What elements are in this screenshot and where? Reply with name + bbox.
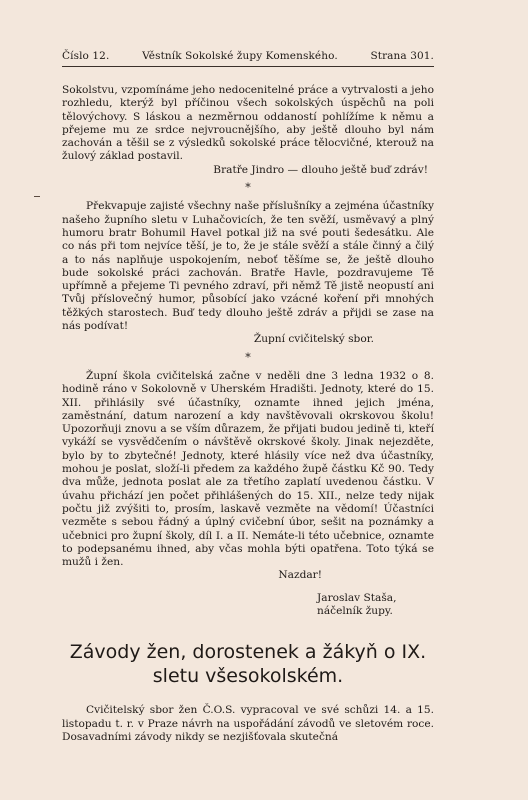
paragraph-article: Cvičitelský sbor žen Č.O.S. vypracoval ve své schůzi 14. a 15. listopadu t. r. v Praze návrh na uspořádání závodů ve sletovém roce. Dosavadními závody nikdy se nezjišťovala skutečná [62, 704, 434, 743]
article-heading: Závody žen, dorostenek a žákyň o IX. sletu všesokolském. [69, 641, 427, 688]
journal-title: Věstník Sokolské župy Komenského. [142, 50, 338, 62]
issue-number: Číslo 12. [62, 50, 110, 62]
closing-greeting: Nazdar! [278, 569, 322, 582]
signature-corps: Župní cvičitelský sbor. [253, 333, 374, 346]
signature-name: Jaroslav Staša, [317, 591, 397, 604]
paragraph-havel: Překvapuje zajisté všechny naše příslušníky a zejména účastníky našeho župního sletu v Luhačovicích, že ten svěží, usměvavý a plný humoru bratr Bohumil Havel potkal již na své pouti šedesátku. Ale co nás při tom nejvíce těší, je to, že je stále svěží a stále činný a čilý a to nás naplňuje uspokojením, neboť těšíme se, že ještě dlouho bude sokolské práci zachován. Bratře Havle, pozdravujeme Tě upřímně a přejeme Ti pevného zdraví, při němž Tě jistě neopustí ani Tvůj příslovečný humor, působící jako vzácné koření při mnohých těžkých starostech. Buď tedy dlouho ještě zdráv a přijdi se zase na nás podívat! [62, 200, 434, 333]
margin-mark [34, 196, 40, 197]
paragraph-tribute: Sokolstvu, vzpomínáme jeho nedocenitelné práce a vytrvalosti a jeho rozhledu, kterýž byl příčinou všech sokolských úspěchů na poli tělovýchovy. S láskou a nezměrnou oddaností pohlížíme k němu a přejeme mu ze srdce nejvroucnějšího, aby ještě dlouho byl nám zachován a těšil se z výsledků sokolské práce tělocvičné, kterouž na žulový základ postavil. [62, 84, 434, 163]
separator-star-2: * [245, 350, 251, 364]
separator-star: * [245, 181, 251, 195]
signature-role: náčelník župy. [317, 604, 393, 617]
page-header [62, 50, 434, 62]
wish-line: Bratře Jindro — dlouho ještě buď zdráv! [213, 163, 428, 176]
header-rule [62, 66, 434, 67]
paragraph-school: Župní škola cvičitelská začne v neděli dne 3 ledna 1932 o 8. hodině ráno v Sokolovně v Uherském Hradišti. Jednoty, které do 15. XII. přihlásily své účastníky, oznamte ihned jejich jména, zaměstnání, datum narození a kdy navštěvovali okrskovou školu! Upozorňuji znovu a se vším důrazem, že přijati budou jedině ti, kteří vykáží se vysvědčením o návštěvě okrskové školy. Jinak nejezděte, bylo by to zbytečné! Jednoty, které hlásily více než dva účastníky, mohou je poslat, složí-li předem za každého župě částku Kč 90. Tedy dva může, jednota poslat ale za třetího zaplatí uvedenou částku. V úvahu přichází jen počet přihlášených do 15. XII., nelze tedy nijak počtu již zvýšiti to, prosím, laskavě vezměte na vědomí! Účastníci vezměte s sebou řádný a úplný cvičební úbor, sešit na poznámky a učebnici pro župní školy, díl I. a II. Nemáte-li této učebnice, oznamte to podepsanému ihned, aby včas mohla býti opatřena. Toto týká se mužů i žen. [62, 369, 434, 569]
body-text [62, 84, 434, 744]
page-number: Strana 301. [370, 50, 434, 62]
